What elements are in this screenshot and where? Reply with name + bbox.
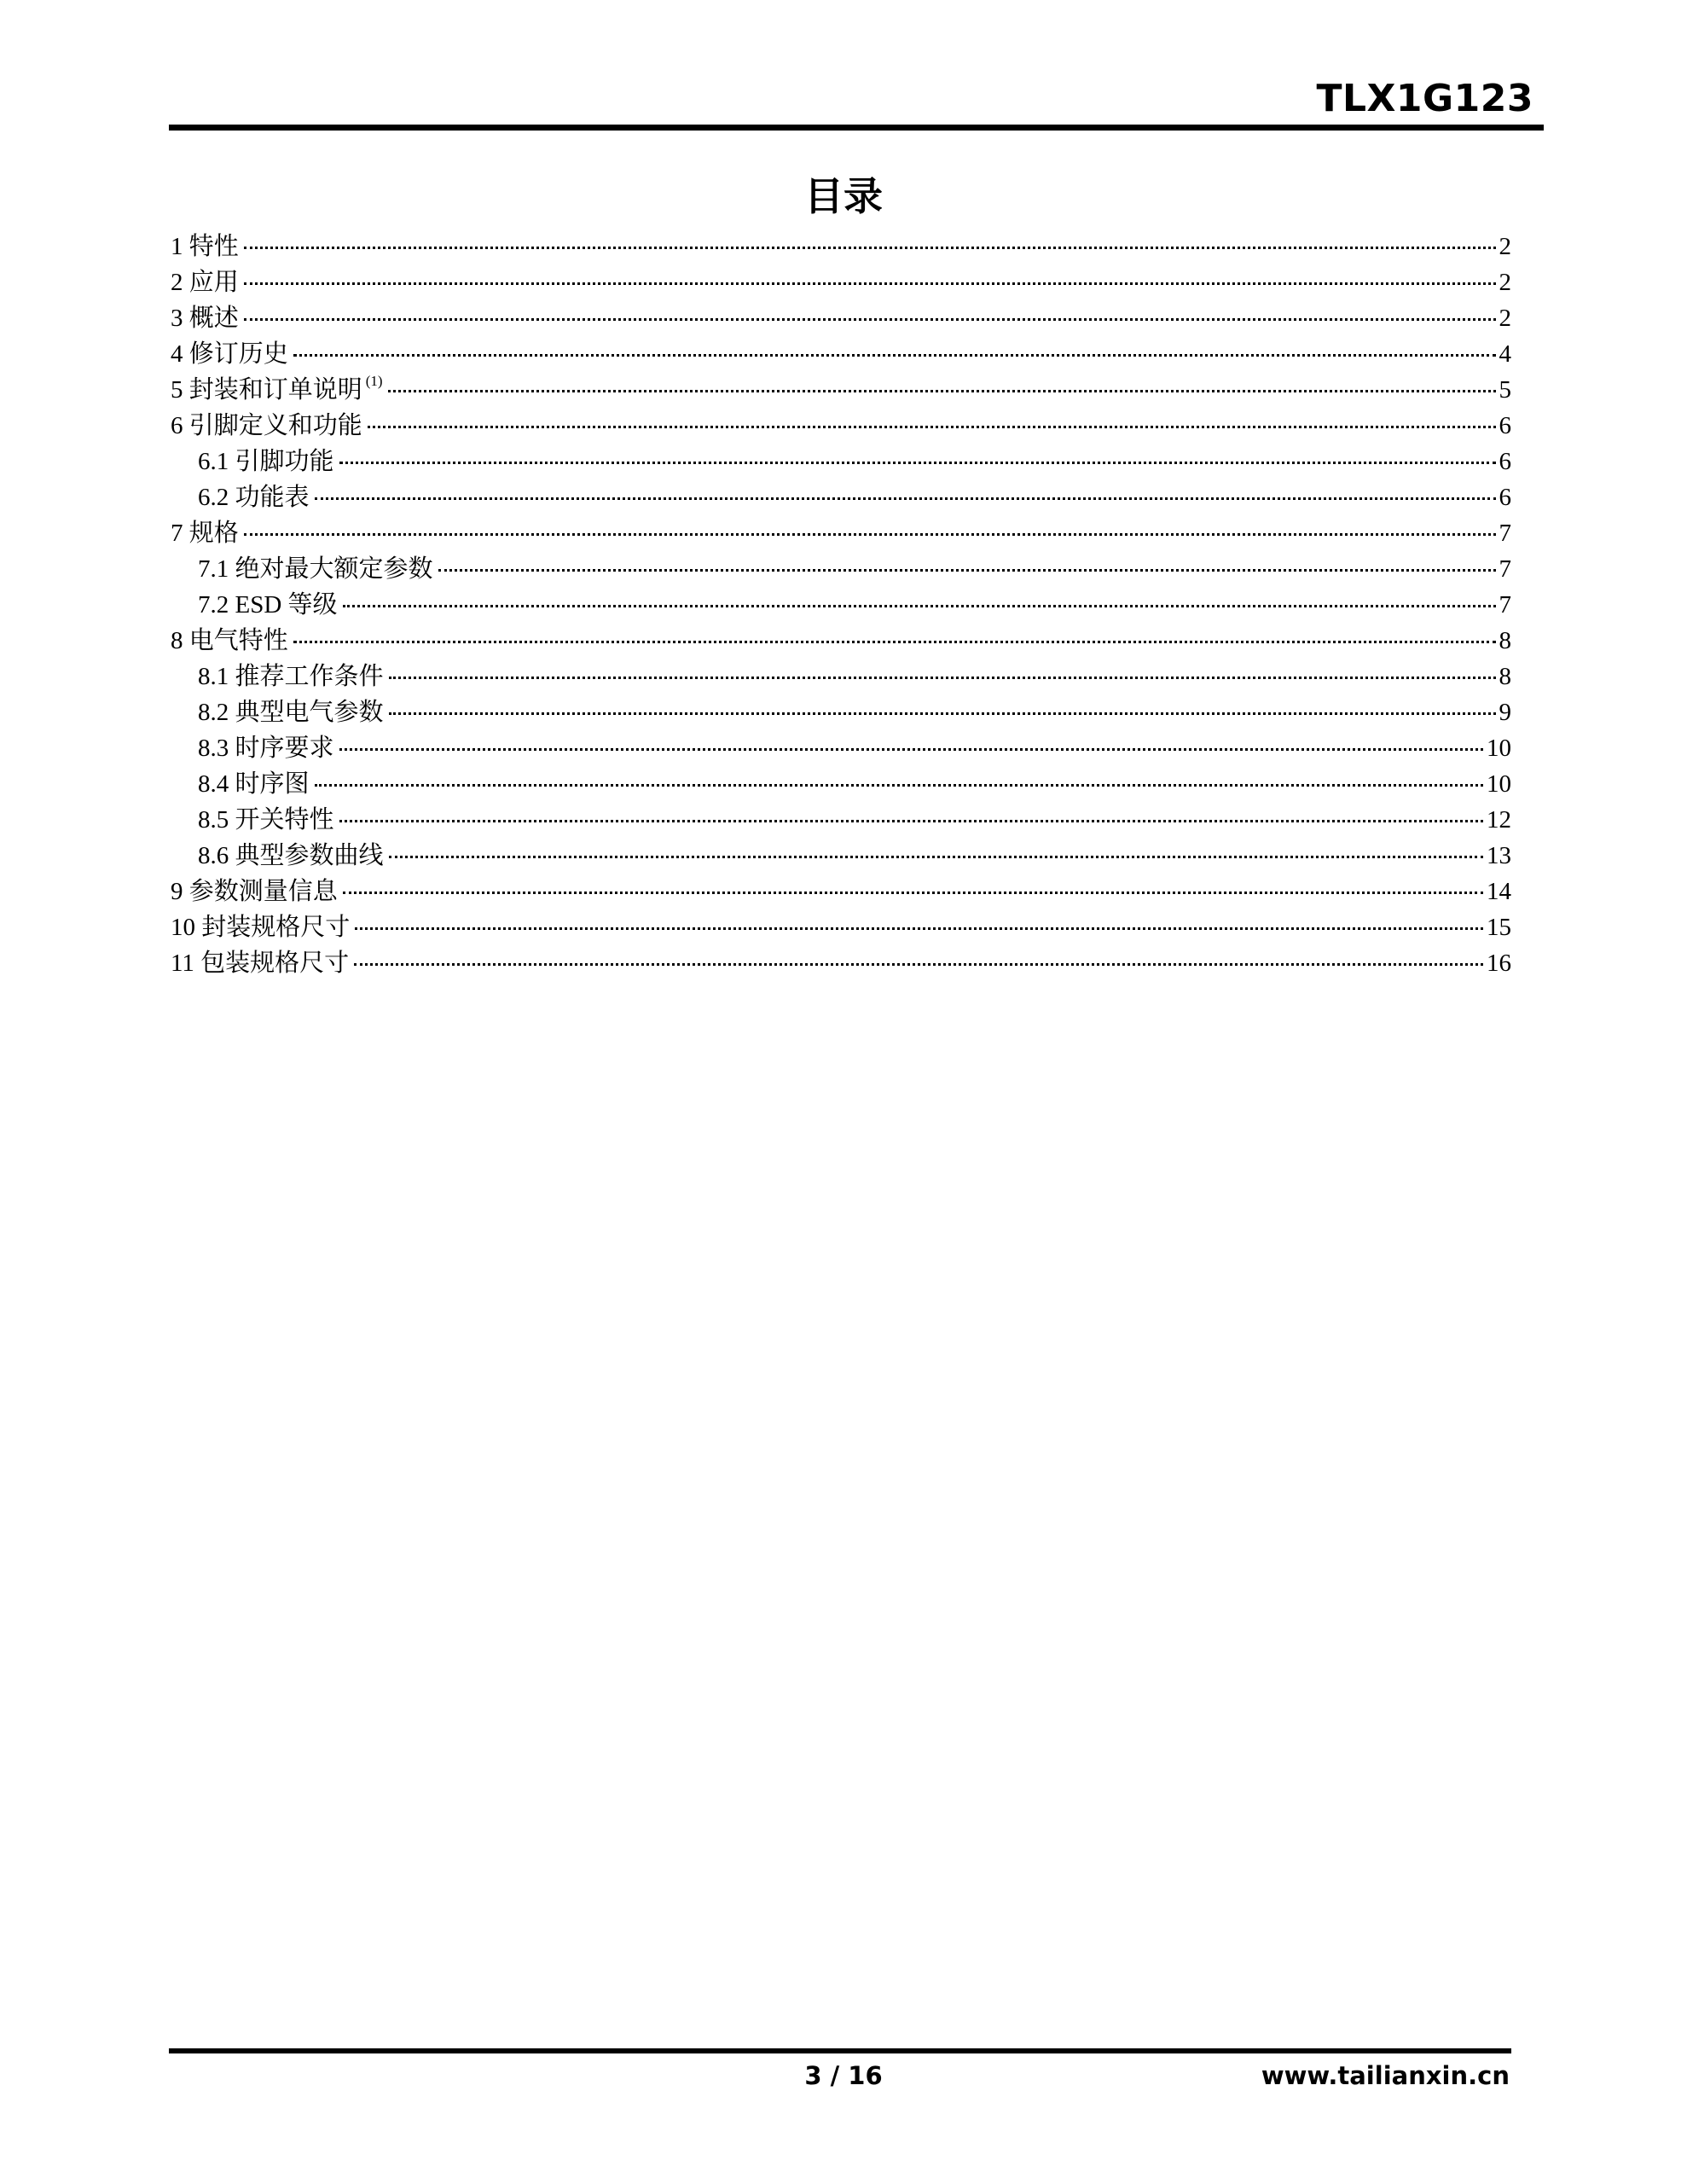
toc-entry-title: 8.5 开关特性	[198, 806, 334, 834]
toc-entry-label	[198, 694, 384, 730]
toc-entry-title: 7.2 ESD 等级	[198, 591, 338, 619]
footer-website: www.tailianxin.cn	[1261, 2061, 1510, 2090]
toc-entry-label	[171, 408, 362, 444]
toc-entry-page: 7	[1499, 591, 1511, 619]
toc-dot-leader	[389, 712, 1496, 715]
toc-entry-label	[198, 587, 338, 623]
toc-entry-label	[171, 874, 338, 909]
toc-dot-leader	[244, 247, 1496, 249]
toc-entry-page: 13	[1487, 842, 1511, 869]
toc-entry[interactable]	[171, 300, 1511, 336]
toc-entry-title: 3 概述	[171, 305, 239, 332]
toc-entry-title: 8.3 时序要求	[198, 735, 334, 762]
toc-entry-label	[198, 444, 334, 479]
toc-entry-page: 16	[1487, 950, 1511, 977]
toc-dot-leader	[389, 856, 1483, 858]
toc-dot-leader	[244, 318, 1496, 321]
toc-entry-title: 11 包装规格尺寸	[171, 950, 350, 977]
table-of-contents	[171, 229, 1511, 981]
toc-entry[interactable]	[171, 515, 1511, 551]
toc-dot-leader	[339, 820, 1483, 822]
toc-entry-label	[171, 372, 383, 408]
toc-entry-title: 8 电气特性	[171, 627, 288, 654]
toc-dot-leader	[343, 605, 1496, 607]
toc-entry-page: 8	[1499, 663, 1511, 690]
toc-entry-label	[171, 909, 350, 945]
footer-page-number: 3 / 16	[804, 2061, 883, 2090]
toc-entry-page: 10	[1487, 735, 1511, 762]
toc-entry-label	[198, 551, 433, 587]
toc-entry[interactable]	[171, 659, 1511, 694]
toc-entry-label	[171, 229, 239, 264]
toc-entry[interactable]	[171, 264, 1511, 300]
toc-dot-leader	[293, 641, 1496, 643]
toc-entry-page: 6	[1499, 412, 1511, 439]
toc-entry[interactable]	[171, 408, 1511, 444]
toc-dot-leader	[244, 533, 1496, 536]
toc-heading: 目录	[804, 173, 883, 219]
toc-entry[interactable]	[171, 874, 1511, 909]
toc-entry-page: 9	[1499, 699, 1511, 726]
toc-dot-leader	[339, 748, 1483, 751]
toc-entry[interactable]	[171, 766, 1511, 802]
toc-entry-page: 2	[1499, 233, 1511, 260]
toc-entry-title: 6.2 功能表	[198, 484, 310, 511]
toc-entry[interactable]	[171, 694, 1511, 730]
toc-entry-label	[198, 730, 334, 766]
header-rule	[169, 125, 1544, 131]
toc-entry[interactable]	[171, 838, 1511, 874]
toc-entry-label	[171, 623, 288, 659]
footer-rule	[169, 2048, 1511, 2053]
toc-dot-leader	[355, 927, 1483, 930]
toc-entry-page: 4	[1499, 340, 1511, 368]
toc-dot-leader	[315, 497, 1496, 500]
toc-entry-title: 8.2 典型电气参数	[198, 699, 384, 726]
toc-entry[interactable]	[171, 623, 1511, 659]
toc-entry[interactable]	[171, 444, 1511, 479]
header-product-name: TLX1G123	[1316, 77, 1533, 120]
toc-entry-page: 6	[1499, 484, 1511, 511]
toc-dot-leader	[354, 963, 1483, 966]
toc-entry-page: 12	[1487, 806, 1511, 834]
toc-entry-label	[198, 766, 310, 802]
toc-entry-footnote-mark: (1)	[365, 373, 383, 389]
toc-entry-page: 5	[1499, 376, 1511, 404]
toc-entry-label	[171, 264, 239, 300]
toc-entry-title: 8.6 典型参数曲线	[198, 842, 384, 869]
toc-dot-leader	[315, 784, 1483, 787]
toc-entry-label	[171, 336, 288, 372]
toc-entry-title: 4 修订历史	[171, 340, 288, 368]
toc-entry-page: 14	[1487, 878, 1511, 905]
toc-dot-leader	[388, 390, 1496, 392]
toc-entry[interactable]	[171, 802, 1511, 838]
toc-entry[interactable]	[171, 479, 1511, 515]
toc-entry-title: 8.4 时序图	[198, 770, 310, 798]
toc-dot-leader	[368, 426, 1496, 428]
toc-entry[interactable]	[171, 551, 1511, 587]
toc-dot-leader	[244, 282, 1496, 285]
toc-entry-page: 15	[1487, 914, 1511, 941]
toc-dot-leader	[389, 677, 1496, 679]
toc-entry[interactable]	[171, 945, 1511, 981]
toc-entry-label	[198, 659, 384, 694]
toc-entry-label	[171, 300, 239, 336]
toc-dot-leader	[293, 354, 1496, 357]
toc-entry-title: 6.1 引脚功能	[198, 448, 334, 475]
toc-entry-page: 2	[1499, 305, 1511, 332]
toc-entry[interactable]	[171, 587, 1511, 623]
toc-entry-title: 1 特性	[171, 233, 239, 260]
toc-entry[interactable]	[171, 372, 1511, 408]
toc-entry-title: 5 封装和订单说明	[171, 376, 362, 404]
toc-entry-label	[198, 838, 384, 874]
toc-entry-page: 7	[1499, 520, 1511, 547]
toc-entry[interactable]	[171, 336, 1511, 372]
toc-dot-leader	[343, 892, 1483, 894]
toc-dot-leader	[339, 462, 1496, 464]
toc-entry-page: 10	[1487, 770, 1511, 798]
toc-dot-leader	[438, 569, 1496, 572]
toc-entry-title: 6 引脚定义和功能	[171, 412, 362, 439]
toc-entry-label	[198, 479, 310, 515]
toc-entry-title: 10 封装规格尺寸	[171, 914, 351, 941]
toc-entry[interactable]	[171, 730, 1511, 766]
toc-entry-label	[171, 515, 239, 551]
toc-entry-page: 8	[1499, 627, 1511, 654]
toc-entry-label	[198, 802, 334, 838]
toc-entry-page: 7	[1499, 555, 1511, 583]
toc-entry-label	[171, 945, 349, 981]
toc-entry-page: 6	[1499, 448, 1511, 475]
toc-entry[interactable]	[171, 909, 1511, 945]
toc-entry-title: 2 应用	[171, 269, 239, 296]
toc-entry-title: 7.1 绝对最大额定参数	[198, 555, 433, 583]
toc-entry-title: 7 规格	[171, 520, 239, 547]
toc-entry-page: 2	[1499, 269, 1511, 296]
toc-entry-title: 9 参数测量信息	[171, 878, 338, 905]
toc-entry[interactable]	[171, 229, 1511, 264]
toc-entry-title: 8.1 推荐工作条件	[198, 663, 384, 690]
